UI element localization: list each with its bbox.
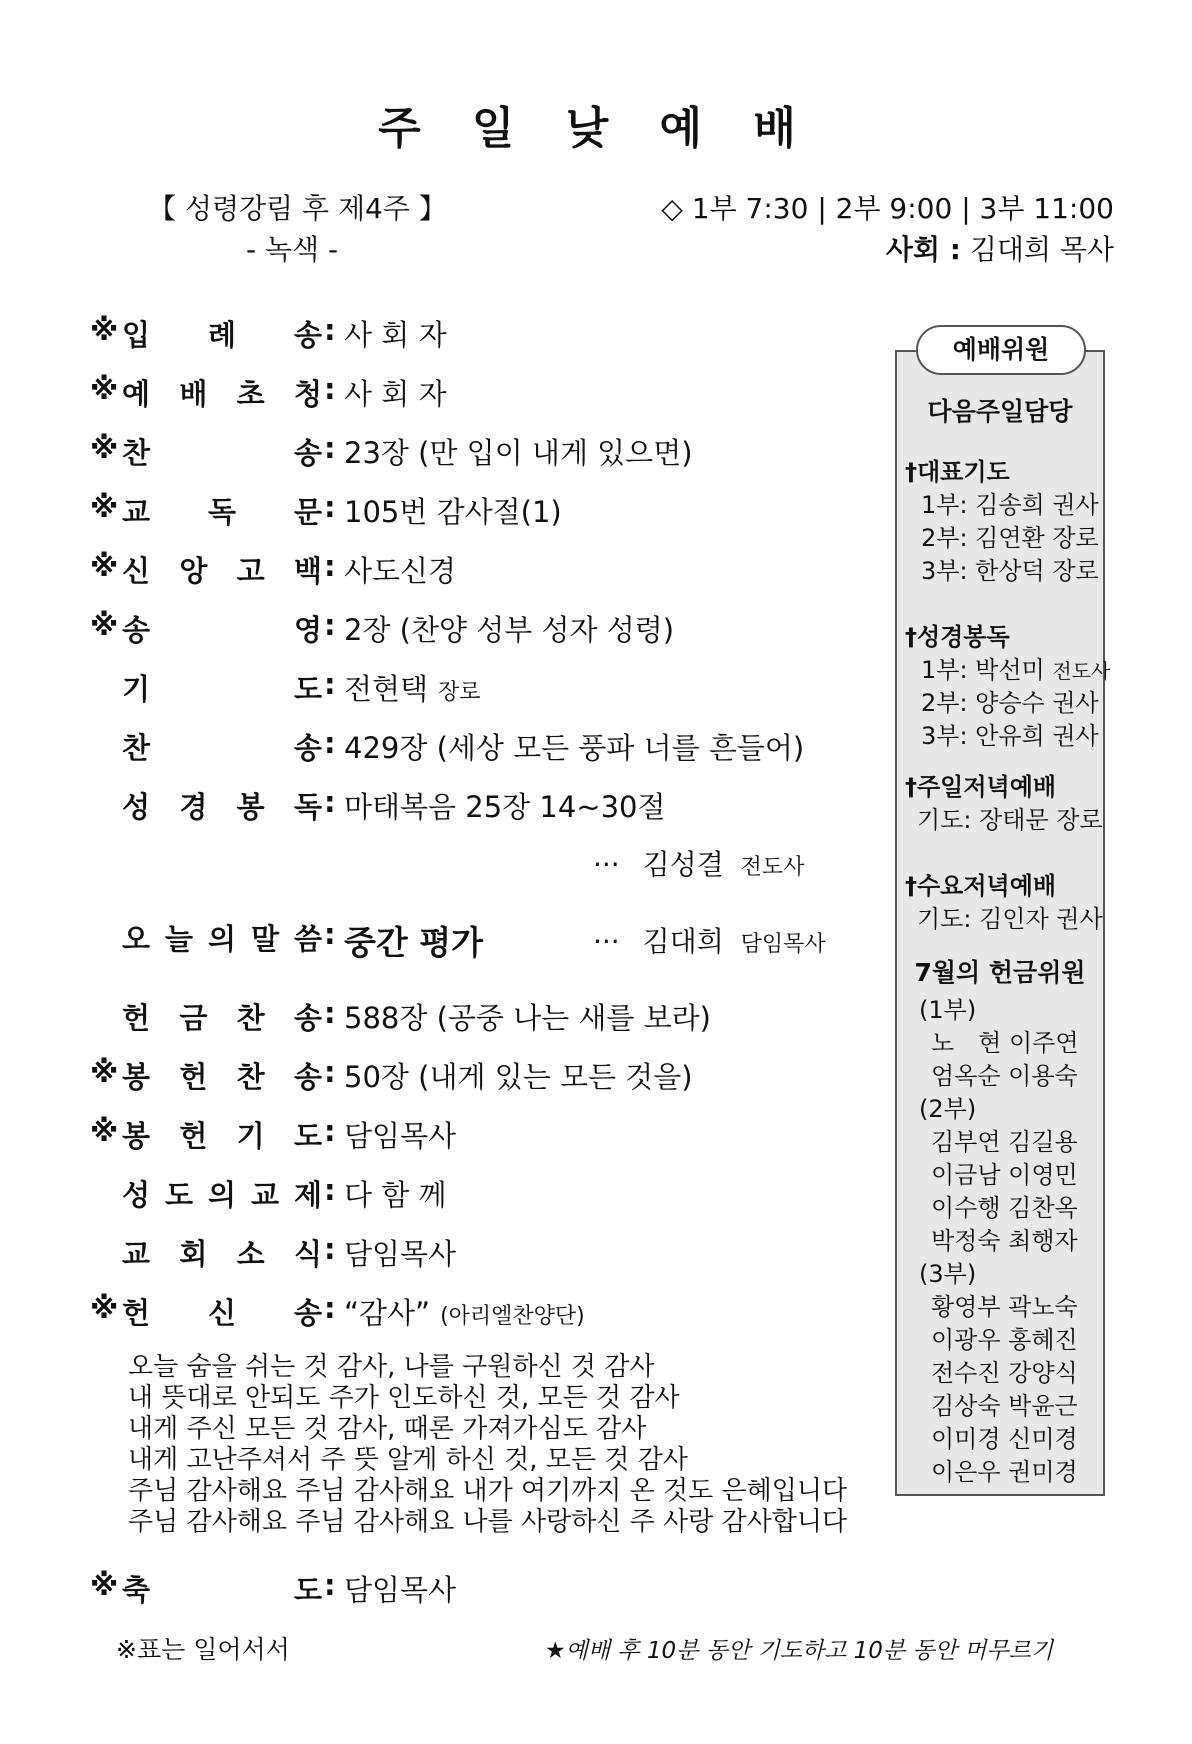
- label-char: 금: [179, 1001, 208, 1035]
- group-label: (1부): [919, 996, 977, 1024]
- order-value-text: 다 함 께: [344, 1178, 447, 1212]
- label-char: 앙: [179, 554, 208, 588]
- order-value: [344, 1232, 456, 1273]
- reader-credit: [593, 843, 804, 883]
- label-char: 문: [293, 495, 322, 529]
- label-colon: :: [324, 996, 336, 1030]
- label-colon: :: [324, 785, 336, 819]
- label-char: 청: [293, 377, 322, 411]
- order-value: [344, 917, 483, 964]
- order-value-text: 105번 감사절(1): [344, 495, 562, 529]
- lyric-line: 내 뜻대로 안되도 주가 인도하신 것, 모든 것 감사: [128, 1383, 680, 1413]
- evening-title: †주일저녁예배: [905, 773, 1057, 801]
- group-label: (3부): [919, 1260, 977, 1288]
- offering-names: 황영부 곽노숙: [931, 1293, 1078, 1321]
- label-char: 예: [122, 377, 151, 411]
- standing-mark: ※: [90, 1291, 119, 1325]
- committee-tab: 예배위원: [916, 325, 1086, 375]
- label-char: 송: [293, 318, 322, 352]
- label-char: 축: [122, 1573, 151, 1607]
- label-colon: :: [324, 1055, 336, 1089]
- order-value-text: 마태복음 25장 14~30절: [344, 790, 666, 824]
- label-char: 헌: [179, 1119, 208, 1153]
- label-char: 경: [179, 790, 208, 824]
- label-char: 영: [293, 613, 322, 647]
- offering-names: 전수진 강양식: [931, 1359, 1078, 1387]
- label-char: 기: [122, 672, 151, 706]
- label-colon: :: [324, 667, 336, 701]
- offering-names: 이수행 김찬옥: [931, 1194, 1078, 1222]
- standing-mark: ※: [90, 313, 119, 347]
- order-value: [344, 996, 711, 1037]
- group-label: (2부): [919, 1095, 977, 1123]
- label-char: 례: [207, 318, 236, 352]
- order-value-text: 담임목사: [344, 1237, 457, 1271]
- label-char: 송: [293, 1296, 322, 1330]
- lyric-line: 주님 감사해요 주님 감사해요 내가 여기까지 온 것도 은혜입니다: [128, 1476, 848, 1506]
- order-value-suffix: (아리엘찬양단): [440, 1304, 585, 1329]
- label-colon: :: [324, 549, 336, 583]
- reminder-note: ★예배 후 10분 동안 기도하고 10분 동안 머무르기: [545, 1638, 1054, 1664]
- label-char: 송: [293, 1060, 322, 1094]
- service-times: ◇ 1부 7:30 | 2부 9:00 | 3부 11:00: [661, 192, 1114, 225]
- standing-mark: ※: [90, 372, 119, 406]
- order-value-text: 50장 (내게 있는 모든 것을): [344, 1060, 693, 1094]
- order-value-text: 23장 (만 입이 내게 있으면): [344, 436, 693, 470]
- label-char: 도: [293, 672, 322, 706]
- standing-mark: ※: [90, 1114, 119, 1148]
- standing-mark: ※: [90, 608, 119, 642]
- label-char: 헌: [179, 1060, 208, 1094]
- label-char: 봉: [122, 1060, 151, 1094]
- label-char: 늘: [164, 922, 193, 956]
- label-char: 봉: [122, 1119, 151, 1153]
- label-char: 식: [293, 1237, 322, 1271]
- label-colon: :: [324, 372, 336, 406]
- wednesday-line: 기도: 김인자 권사: [917, 905, 1103, 933]
- standing-note: ※표는 일어서서: [116, 1635, 290, 1664]
- label-colon: :: [324, 1232, 336, 1266]
- label-colon: :: [324, 608, 336, 642]
- order-value-text: 중간 평가: [344, 923, 484, 962]
- reading-line: 2부: 양승수 권사: [921, 689, 1099, 717]
- sidebar-heading: 다음주일담당: [927, 397, 1073, 426]
- reading-title: †성경봉독: [905, 623, 1010, 651]
- label-char: 신: [207, 1296, 236, 1330]
- standing-mark: ※: [90, 1568, 119, 1602]
- label-char: 고: [236, 554, 265, 588]
- offering-names: 박정숙 최행자: [931, 1227, 1078, 1255]
- order-value: [344, 1291, 585, 1332]
- label-char: 백: [293, 554, 322, 588]
- lyric-line: 오늘 숨을 쉬는 것 감사, 나를 구원하신 것 감사: [128, 1352, 655, 1382]
- reader-title: 전도사: [740, 855, 805, 880]
- label-colon: :: [324, 313, 336, 347]
- order-value: [344, 549, 456, 590]
- preacher-dots: ···: [593, 925, 620, 958]
- label-char: 기: [236, 1119, 265, 1153]
- label-char: 회: [179, 1237, 208, 1271]
- evening-line: 기도: 장태문 장로: [917, 806, 1103, 834]
- order-label: [122, 313, 322, 354]
- label-char: 소: [236, 1237, 265, 1271]
- host-line: [886, 228, 1114, 268]
- order-label: [122, 667, 322, 708]
- prayer-line: 1부: 김송희 권사: [921, 491, 1099, 519]
- label-char: 씀: [293, 922, 322, 956]
- label-char: 교: [250, 1178, 279, 1212]
- reader-dots: ···: [593, 848, 620, 881]
- prayer-title: †대표기도: [905, 458, 1010, 486]
- order-value-text: 담임목사: [344, 1119, 457, 1153]
- offering-title: 7월의 헌금위원: [914, 958, 1086, 987]
- order-label: [122, 1291, 322, 1332]
- offering-names: 이광우 홍혜진: [931, 1326, 1078, 1354]
- label-colon: :: [324, 431, 336, 465]
- page-title: 주 일 낮 예 배: [378, 103, 814, 154]
- label-char: 송: [293, 436, 322, 470]
- lyric-line: 내게 고난주셔서 주 뜻 알게 하신 것, 모든 것 감사: [128, 1445, 688, 1475]
- label-char: 말: [250, 922, 279, 956]
- label-char: 찬: [122, 731, 151, 765]
- order-label: [122, 549, 322, 590]
- prayer-line: 2부: 김연환 장로: [921, 524, 1099, 552]
- order-value: [344, 431, 693, 472]
- standing-mark: ※: [90, 549, 119, 583]
- order-label: [122, 1173, 322, 1214]
- order-label: [122, 372, 322, 413]
- offering-names: 이미경 신미경: [931, 1425, 1078, 1453]
- label-char: 봉: [236, 790, 265, 824]
- order-value-text: 사 회 자: [344, 318, 447, 352]
- label-char: 성: [122, 790, 151, 824]
- order-value-text: 429장 (세상 모든 풍파 너를 흔들어): [344, 731, 805, 765]
- label-char: 교: [122, 495, 151, 529]
- label-char: 헌: [122, 1001, 151, 1035]
- liturgical-color: - 녹색 -: [246, 233, 339, 266]
- committee-panel: [895, 350, 1111, 1496]
- order-label: [122, 785, 322, 826]
- offering-names: 김상숙 박윤근: [931, 1392, 1078, 1420]
- label-char: 송: [293, 731, 322, 765]
- host-name: 김대희 목사: [969, 233, 1114, 266]
- order-value-text: 588장 (공중 나는 새를 보라): [344, 1001, 711, 1035]
- standing-mark: ※: [90, 1055, 119, 1089]
- order-label: [122, 608, 322, 649]
- order-value: [344, 1173, 446, 1214]
- order-value: [344, 372, 446, 413]
- order-label: [122, 1055, 322, 1096]
- order-value: [344, 726, 804, 767]
- offering-names: 이금남 이영민: [931, 1161, 1078, 1189]
- label-char: 신: [122, 554, 151, 588]
- label-char: 의: [207, 1178, 236, 1212]
- order-label: [122, 726, 322, 767]
- standing-mark: ※: [90, 431, 119, 465]
- label-char: 성: [122, 1178, 151, 1212]
- order-label: [122, 1568, 322, 1609]
- order-value: [344, 608, 674, 649]
- lyric-line: 주님 감사해요 주님 감사해요 나를 사랑하신 주 사랑 감사합니다: [128, 1507, 848, 1537]
- label-colon: :: [324, 490, 336, 524]
- label-colon: :: [324, 1114, 336, 1148]
- order-value-suffix: 장로: [438, 680, 481, 705]
- order-label: [122, 1232, 322, 1273]
- label-char: 도: [164, 1178, 193, 1212]
- preacher-name: 김대희: [642, 925, 724, 958]
- wednesday-title: †수요저녁예배: [905, 872, 1057, 900]
- label-colon: :: [324, 917, 336, 951]
- order-value-text: 담임목사: [344, 1573, 457, 1607]
- label-char: 도: [293, 1573, 322, 1607]
- reader-name: 김성결: [642, 848, 724, 881]
- label-char: 제: [293, 1178, 322, 1212]
- order-value-text: 전현택: [344, 672, 429, 706]
- order-value-text: “감사”: [344, 1296, 431, 1330]
- order-value-text: 사도신경: [344, 554, 457, 588]
- label-char: 도: [293, 1119, 322, 1153]
- prayer-line: 3부: 한상덕 장로: [921, 557, 1099, 585]
- label-colon: :: [324, 1173, 336, 1207]
- order-label: [122, 996, 322, 1037]
- hymn-lyrics: [128, 1352, 847, 1538]
- label-colon: :: [324, 1291, 336, 1325]
- label-char: 송: [293, 1001, 322, 1035]
- offering-names: 이은우 권미경: [931, 1458, 1078, 1486]
- offering-names: 엄옥순 이용숙: [931, 1062, 1078, 1090]
- order-value: [344, 313, 446, 354]
- label-char: 찬: [122, 436, 151, 470]
- preacher-title: 담임목사: [740, 932, 826, 957]
- host-label: 사회 :: [885, 233, 961, 266]
- order-value-text: 사 회 자: [344, 377, 447, 411]
- order-value: [344, 490, 562, 531]
- label-char: 입: [122, 318, 151, 352]
- reading-text: 1부: 박선미: [921, 656, 1045, 684]
- offering-names: 노 현 이주연: [931, 1029, 1079, 1057]
- order-value-text: 2장 (찬양 성부 성자 성령): [344, 613, 675, 647]
- order-label: [122, 431, 322, 472]
- order-value: [344, 785, 666, 826]
- label-char: 찬: [236, 1001, 265, 1035]
- lyric-line: 내게 주신 모든 것 감사, 때론 가져가심도 감사: [128, 1414, 647, 1444]
- order-label: [122, 1114, 322, 1155]
- label-char: 배: [179, 377, 208, 411]
- preacher-credit: [593, 920, 826, 960]
- reading-role: 전도사: [1052, 659, 1111, 683]
- label-colon: :: [324, 1568, 336, 1602]
- label-char: 찬: [236, 1060, 265, 1094]
- label-char: 오: [122, 922, 151, 956]
- week-label: 【 성령강림 후 제4주 】: [148, 192, 447, 225]
- label-char: 독: [293, 790, 322, 824]
- label-char: 헌: [122, 1296, 151, 1330]
- order-label: [122, 490, 322, 531]
- reading-line: 3부: 안유희 권사: [921, 722, 1099, 750]
- label-char: 송: [122, 613, 151, 647]
- order-value: [344, 1568, 456, 1609]
- order-value: [344, 1055, 693, 1096]
- order-label: [122, 917, 322, 958]
- order-value: [344, 1114, 456, 1155]
- label-colon: :: [324, 726, 336, 760]
- offering-names: 김부연 김길용: [931, 1128, 1078, 1156]
- order-value: [344, 667, 481, 708]
- label-char: 초: [236, 377, 265, 411]
- label-char: 교: [122, 1237, 151, 1271]
- reading-line: [921, 650, 1110, 685]
- label-char: 독: [207, 495, 236, 529]
- label-char: 의: [207, 922, 236, 956]
- standing-mark: ※: [90, 490, 119, 524]
